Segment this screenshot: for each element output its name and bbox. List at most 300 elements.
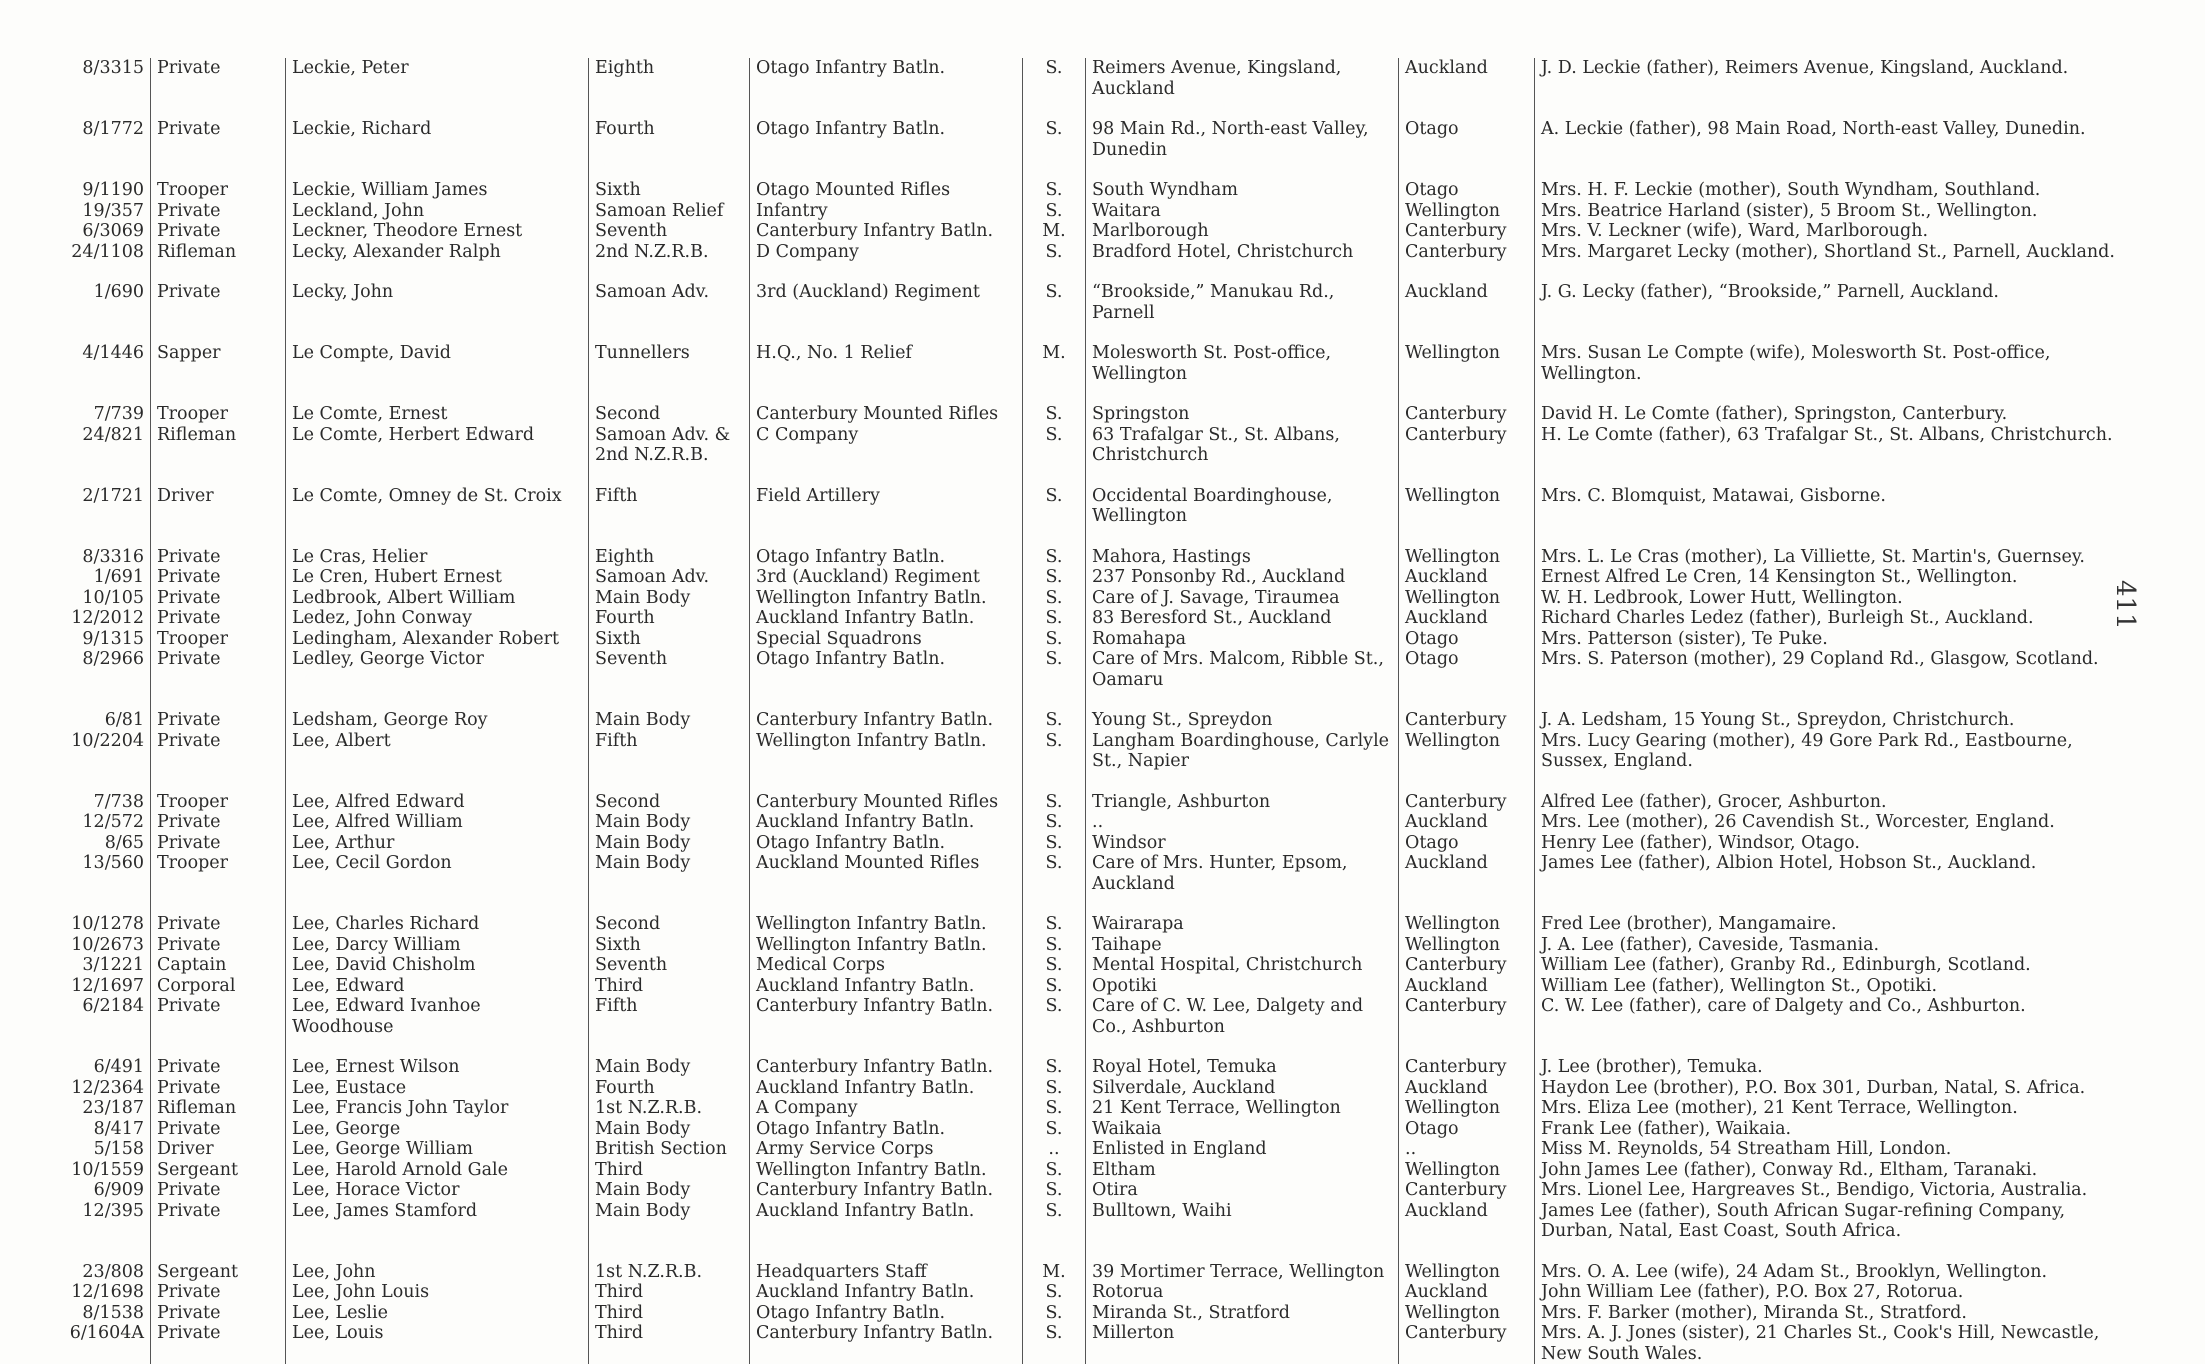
last-address-cell: Mental Hospital, Christchurch [1086,955,1399,976]
draft-cell: Seventh [589,649,750,690]
next-of-kin-cell: William Lee (father), Granby Rd., Edinburgh, Scotland. [1535,955,2136,976]
unit-cell: Infantry [750,201,1023,222]
draft-cell: Third [589,976,750,997]
draft-cell: Main Body [589,812,750,833]
table-row [58,1160,2135,1181]
draft-cell: Main Body [589,1201,750,1242]
regimental-number-cell: 7/738 [93,791,144,812]
last-address-cell: Eltham [1086,1160,1399,1181]
marital-status-cell: S. [1023,160,1086,201]
unit-cell: Auckland Infantry Batln. [750,976,1023,997]
table-row [58,160,2135,201]
rank-cell: Private [151,996,286,1037]
marital-status-cell: S. [1023,466,1086,527]
soldier-name-cell: Lee, Horace Victor [286,1180,589,1201]
draft-cell: Samoan Relief [589,201,750,222]
regimental-number-cell: 8/417 [93,1118,144,1139]
draft-cell: Second [589,384,750,425]
district-cell: Auckland [1399,976,1535,997]
district-cell: Canterbury [1399,1323,1535,1364]
draft-cell: Samoan Adv. [589,567,750,588]
marital-status-cell: S. [1023,242,1086,263]
district-cell: Auckland [1399,608,1535,629]
last-address-cell: Molesworth St. Post-office, Wellington [1086,323,1399,384]
next-of-kin-cell: Haydon Lee (brother), P.O. Box 301, Durban, Natal, S. Africa. [1535,1078,2136,1099]
table-row [58,466,2135,527]
rank-cell: Private [151,1323,286,1364]
next-of-kin-cell: David H. Le Comte (father), Springston, Canterbury. [1535,384,2136,425]
unit-cell: Field Artillery [750,466,1023,527]
soldier-name-cell: Lee, Louis [286,1323,589,1364]
regimental-number-cell: 10/105 [82,587,144,608]
soldier-name-cell: Lee, George William [286,1139,589,1160]
rank-cell: Private [151,1078,286,1099]
table-row [58,772,2135,813]
next-of-kin-cell: Frank Lee (father), Waikaia. [1535,1119,2136,1140]
rank-cell: Private [151,262,286,323]
soldier-name-cell: Leckie, William James [286,160,589,201]
unit-cell: Wellington Infantry Batln. [750,588,1023,609]
district-cell: Canterbury [1399,1180,1535,1201]
marital-status-cell: S. [1023,996,1086,1037]
district-cell: Canterbury [1399,242,1535,263]
soldier-name-cell: Lee, Edward [286,976,589,997]
next-of-kin-cell: Mrs. S. Paterson (mother), 29 Copland Rd., Glasgow, Scotland. [1535,649,2136,690]
marital-status-cell: S. [1023,812,1086,833]
table-row [58,976,2135,997]
table-row [58,812,2135,833]
table-row [58,1201,2135,1242]
regimental-number-cell: 19/357 [82,200,144,221]
table-row [58,1180,2135,1201]
unit-cell: A Company [750,1098,1023,1119]
district-cell: Auckland [1399,853,1535,894]
marital-status-cell: S. [1023,1078,1086,1099]
table-row [58,1078,2135,1099]
soldier-name-cell: Lecky, John [286,262,589,323]
table-row [58,1037,2135,1078]
rank-cell: Captain [151,955,286,976]
rank-cell: Corporal [151,976,286,997]
table-row [58,996,2135,1037]
draft-cell: Main Body [589,690,750,731]
regimental-number-cell: 12/572 [82,812,144,832]
last-address-cell: Bradford Hotel, Christchurch [1086,242,1399,263]
table-row [58,58,2135,99]
rank-cell: Sergeant [151,1242,286,1283]
last-address-cell: 21 Kent Terrace, Wellington [1086,1098,1399,1119]
rank-cell: Trooper [151,160,286,201]
unit-cell: Wellington Infantry Batln. [750,935,1023,956]
unit-cell: Auckland Infantry Batln. [750,1201,1023,1242]
draft-cell: British Section [589,1139,750,1160]
table-row [58,242,2135,263]
unit-cell: Headquarters Staff [750,1242,1023,1283]
draft-cell: Third [589,1323,750,1364]
soldier-name-cell: Lee, Alfred William [286,812,589,833]
draft-cell: Main Body [589,1119,750,1140]
next-of-kin-cell: Mrs. Patterson (sister), Te Puke. [1535,629,2136,650]
draft-cell: Fifth [589,466,750,527]
draft-cell: Main Body [589,1037,750,1078]
district-cell: Wellington [1399,527,1535,568]
marital-status-cell: S. [1023,690,1086,731]
district-cell: Canterbury [1399,384,1535,425]
last-address-cell: Taihape [1086,935,1399,956]
last-address-cell: Care of J. Savage, Tiraumea [1086,588,1399,609]
next-of-kin-cell: A. Leckie (father), 98 Main Road, North-east Valley, Dunedin. [1535,99,2136,160]
next-of-kin-cell: Alfred Lee (father), Grocer, Ashburton. [1535,772,2136,813]
soldier-name-cell: Lee, Harold Arnold Gale [286,1160,589,1181]
last-address-cell: Silverdale, Auckland [1086,1078,1399,1099]
rank-cell: Trooper [151,629,286,650]
district-cell: Canterbury [1399,690,1535,731]
marital-status-cell: S. [1023,1037,1086,1078]
district-cell: Wellington [1399,731,1535,772]
next-of-kin-cell: Mrs. Susan Le Compte (wife), Molesworth St. Post-office, Wellington. [1535,323,2136,384]
regimental-number-cell: 24/1108 [71,241,144,262]
next-of-kin-cell: J. Lee (brother), Temuka. [1535,1037,2136,1078]
next-of-kin-cell: Mrs. A. J. Jones (sister), 21 Charles St., Cook's Hill, Newcastle, New South Wales. [1535,1323,2136,1364]
next-of-kin-cell: Mrs. C. Blomquist, Matawai, Gisborne. [1535,466,2136,527]
next-of-kin-cell: Ernest Alfred Le Cren, 14 Kensington St., Wellington. [1535,567,2136,588]
next-of-kin-cell: Richard Charles Ledez (father), Burleigh St., Auckland. [1535,608,2136,629]
draft-cell: Second [589,772,750,813]
rank-cell: Trooper [151,384,286,425]
regimental-number-cell: 23/808 [82,1261,144,1282]
district-cell: Wellington [1399,466,1535,527]
marital-status-cell: S. [1023,1160,1086,1181]
draft-cell: Sixth [589,629,750,650]
table-row [58,527,2135,568]
draft-cell: Main Body [589,588,750,609]
unit-cell: Otago Infantry Batln. [750,1119,1023,1140]
next-of-kin-cell: Mrs. O. A. Lee (wife), 24 Adam St., Brooklyn, Wellington. [1535,1242,2136,1283]
regimental-number-cell: 5/158 [93,1139,144,1159]
regimental-number-cell: 8/3316 [82,546,144,567]
unit-cell: Otago Infantry Batln. [750,649,1023,690]
draft-cell: Third [589,1160,750,1181]
soldier-name-cell: Lee, Cecil Gordon [286,853,589,894]
rank-cell: Private [151,527,286,568]
table-row [58,1282,2135,1303]
unit-cell: H.Q., No. 1 Relief [750,323,1023,384]
next-of-kin-cell: Mrs. Lionel Lee, Hargreaves St., Bendigo, Victoria, Australia. [1535,1180,2136,1201]
draft-cell: Sixth [589,160,750,201]
district-cell: Canterbury [1399,996,1535,1037]
draft-cell: Third [589,1303,750,1324]
unit-cell: Canterbury Infantry Batln. [750,1037,1023,1078]
rank-cell: Sapper [151,323,286,384]
next-of-kin-cell: Fred Lee (brother), Mangamaire. [1535,894,2136,935]
marital-status-cell: M. [1023,221,1086,242]
regimental-number-cell: 6/3069 [82,221,144,241]
last-address-cell: Rotorua [1086,1282,1399,1303]
next-of-kin-cell: J. A. Lee (father), Caveside, Tasmania. [1535,935,2136,956]
table-row [58,853,2135,894]
district-cell: Canterbury [1399,772,1535,813]
unit-cell: D Company [750,242,1023,263]
last-address-cell: Miranda St., Stratford [1086,1303,1399,1324]
last-address-cell: Bulltown, Waihi [1086,1201,1399,1242]
next-of-kin-cell: J. A. Ledsham, 15 Young St., Spreydon, Christchurch. [1535,690,2136,731]
district-cell: Otago [1399,629,1535,650]
table-row [58,955,2135,976]
regimental-number-cell: 2/1721 [82,485,144,506]
nominal-roll-table [58,58,2135,1364]
unit-cell: Canterbury Infantry Batln. [750,1323,1023,1364]
last-address-cell: Royal Hotel, Temuka [1086,1037,1399,1078]
rank-cell: Private [151,1180,286,1201]
unit-cell: Medical Corps [750,955,1023,976]
draft-cell: Samoan Adv. [589,262,750,323]
soldier-name-cell: Lecky, Alexander Ralph [286,242,589,263]
rank-cell: Private [151,731,286,772]
rank-cell: Private [151,649,286,690]
regimental-number-cell: 9/1315 [82,628,144,649]
marital-status-cell: S. [1023,1282,1086,1303]
table-row [58,1119,2135,1140]
rank-cell: Rifleman [151,425,286,466]
last-address-cell: Enlisted in England [1086,1139,1399,1160]
next-of-kin-cell: H. Le Comte (father), 63 Trafalgar St., St. Albans, Christchurch. [1535,425,2136,466]
unit-cell: Canterbury Infantry Batln. [750,221,1023,242]
unit-cell: Auckland Infantry Batln. [750,1282,1023,1303]
marital-status-cell: S. [1023,99,1086,160]
soldier-name-cell: Ledbrook, Albert William [286,588,589,609]
draft-cell: Main Body [589,833,750,854]
next-of-kin-cell: Henry Lee (father), Windsor, Otago. [1535,833,2136,854]
soldier-name-cell: Lee, David Chisholm [286,955,589,976]
district-cell: Wellington [1399,1160,1535,1181]
soldier-name-cell: Le Comte, Ernest [286,384,589,425]
unit-cell: Canterbury Mounted Rifles [750,384,1023,425]
district-cell: Auckland [1399,262,1535,323]
soldier-name-cell: Lee, Francis John Taylor [286,1098,589,1119]
soldier-name-cell: Lee, Edward Ivanhoe Woodhouse [286,996,589,1037]
soldier-name-cell: Le Comte, Herbert Edward [286,425,589,466]
last-address-cell: Marlborough [1086,221,1399,242]
next-of-kin-cell: Mrs. Eliza Lee (mother), 21 Kent Terrace, Wellington. [1535,1098,2136,1119]
regimental-number-cell: 1/690 [93,282,144,302]
soldier-name-cell: Leckner, Theodore Ernest [286,221,589,242]
soldier-name-cell: Le Comte, Omney de St. Croix [286,466,589,527]
soldier-name-cell: Le Cras, Helier [286,527,589,568]
table-row [58,1098,2135,1119]
unit-cell: Otago Infantry Batln. [750,527,1023,568]
regimental-number-cell: 10/1278 [71,914,144,934]
marital-status-cell: S. [1023,1119,1086,1140]
unit-cell: Wellington Infantry Batln. [750,731,1023,772]
soldier-name-cell: Ledez, John Conway [286,608,589,629]
last-address-cell: 39 Mortimer Terrace, Wellington [1086,1242,1399,1283]
draft-cell: Third [589,1282,750,1303]
regimental-number-cell: 6/909 [93,1180,144,1200]
regimental-number-cell: 4/1446 [82,343,144,363]
table-row [58,731,2135,772]
table-row [58,629,2135,650]
soldier-name-cell: Lee, Albert [286,731,589,772]
table-row [58,690,2135,731]
draft-cell: Eighth [589,527,750,568]
district-cell: Auckland [1399,1078,1535,1099]
unit-cell: Otago Infantry Batln. [750,1303,1023,1324]
next-of-kin-cell: Mrs. Margaret Lecky (mother), Shortland St., Parnell, Auckland. [1535,242,2136,263]
unit-cell: 3rd (Auckland) Regiment [750,567,1023,588]
next-of-kin-cell: James Lee (father), South African Sugar-refining Company, Durban, Natal, East Coast, South Africa. [1535,1201,2136,1242]
draft-cell: Seventh [589,221,750,242]
table-row [58,262,2135,323]
regimental-number-cell: 1/691 [93,567,144,587]
last-address-cell: Care of Mrs. Hunter, Epsom, Auckland [1086,853,1399,894]
soldier-name-cell: Ledsham, George Roy [286,690,589,731]
last-address-cell: “Brookside,” Manukau Rd., Parnell [1086,262,1399,323]
rank-cell: Private [151,1201,286,1242]
district-cell: Canterbury [1399,955,1535,976]
regimental-number-cell: 12/2012 [71,608,144,628]
table-row [58,649,2135,690]
unit-cell: Canterbury Infantry Batln. [750,996,1023,1037]
next-of-kin-cell: Mrs. H. F. Leckie (mother), South Wyndham, Southland. [1535,160,2136,201]
district-cell: Canterbury [1399,425,1535,466]
soldier-name-cell: Lee, Charles Richard [286,894,589,935]
soldier-name-cell: Lee, Leslie [286,1303,589,1324]
regimental-number-cell: 23/187 [82,1098,144,1118]
soldier-name-cell: Leckland, John [286,201,589,222]
page-number: 411 [2110,580,2140,630]
soldier-name-cell: Lee, George [286,1119,589,1140]
marital-status-cell: S. [1023,567,1086,588]
marital-status-cell: S. [1023,1201,1086,1242]
last-address-cell: Care of Mrs. Malcom, Ribble St., Oamaru [1086,649,1399,690]
table-row [58,567,2135,588]
district-cell: Wellington [1399,201,1535,222]
last-address-cell: Waikaia [1086,1119,1399,1140]
draft-cell: 1st N.Z.R.B. [589,1242,750,1283]
draft-cell: Eighth [589,58,750,99]
regimental-number-cell: 6/81 [104,710,144,730]
unit-cell: Otago Infantry Batln. [750,833,1023,854]
next-of-kin-cell: Mrs. F. Barker (mother), Miranda St., Stratford. [1535,1303,2136,1324]
draft-cell: Seventh [589,955,750,976]
unit-cell: Auckland Infantry Batln. [750,608,1023,629]
table-row [58,1323,2135,1364]
regimental-number-cell: 8/2966 [82,649,144,669]
table-row [58,1242,2135,1283]
roll-body [58,58,2135,1364]
marital-status-cell: S. [1023,976,1086,997]
regimental-number-cell: 8/65 [104,832,144,853]
marital-status-cell: S. [1023,1303,1086,1324]
table-row [58,894,2135,935]
last-address-cell: Young St., Spreydon [1086,690,1399,731]
next-of-kin-cell: John William Lee (father), P.O. Box 27, Rotorua. [1535,1282,2136,1303]
rank-cell: Private [151,588,286,609]
rank-cell: Rifleman [151,1098,286,1119]
next-of-kin-cell: Mrs. V. Leckner (wife), Ward, Marlborough. [1535,221,2136,242]
next-of-kin-cell: Miss M. Reynolds, 54 Streatham Hill, London. [1535,1139,2136,1160]
table-row [58,833,2135,854]
district-cell: Canterbury [1399,221,1535,242]
last-address-cell: 83 Beresford St., Auckland [1086,608,1399,629]
rank-cell: Private [151,1282,286,1303]
rank-cell: Trooper [151,772,286,813]
unit-cell: Auckland Mounted Rifles [750,853,1023,894]
district-cell: Auckland [1399,1201,1535,1242]
rank-cell: Private [151,833,286,854]
marital-status-cell: M. [1023,1242,1086,1283]
unit-cell: Auckland Infantry Batln. [750,1078,1023,1099]
soldier-name-cell: Le Compte, David [286,323,589,384]
district-cell: Wellington [1399,323,1535,384]
last-address-cell: Waitara [1086,201,1399,222]
rank-cell: Private [151,201,286,222]
draft-cell: 1st N.Z.R.B. [589,1098,750,1119]
district-cell: .. [1399,1139,1535,1160]
regimental-number-cell: 6/1604A [69,1323,144,1343]
last-address-cell: Occidental Boardinghouse, Wellington [1086,466,1399,527]
soldier-name-cell: Le Cren, Hubert Ernest [286,567,589,588]
district-cell: Otago [1399,833,1535,854]
draft-cell: Main Body [589,1180,750,1201]
district-cell: Auckland [1399,567,1535,588]
regimental-number-cell: 12/2364 [71,1077,144,1098]
regimental-number-cell: 8/1772 [82,119,144,139]
regimental-number-cell: 7/739 [93,404,144,424]
marital-status-cell: S. [1023,425,1086,466]
next-of-kin-cell: Mrs. Lee (mother), 26 Cavendish St., Worcester, England. [1535,812,2136,833]
table-row [58,221,2135,242]
soldier-name-cell: Lee, John [286,1242,589,1283]
district-cell: Otago [1399,649,1535,690]
last-address-cell: 98 Main Rd., North-east Valley, Dunedin [1086,99,1399,160]
marital-status-cell: S. [1023,894,1086,935]
marital-status-cell: S. [1023,955,1086,976]
last-address-cell: 237 Ponsonby Rd., Auckland [1086,567,1399,588]
last-address-cell: Opotiki [1086,976,1399,997]
regimental-number-cell: 10/2204 [71,730,144,751]
last-address-cell: Wairarapa [1086,894,1399,935]
district-cell: Auckland [1399,58,1535,99]
draft-cell: 2nd N.Z.R.B. [589,242,750,263]
rank-cell: Private [151,690,286,731]
district-cell: Otago [1399,99,1535,160]
next-of-kin-cell: W. H. Ledbrook, Lower Hutt, Wellington. [1535,588,2136,609]
marital-status-cell: .. [1023,1139,1086,1160]
unit-cell: 3rd (Auckland) Regiment [750,262,1023,323]
unit-cell: Otago Mounted Rifles [750,160,1023,201]
marital-status-cell: S. [1023,608,1086,629]
district-cell: Wellington [1399,935,1535,956]
table-row [58,935,2135,956]
rank-cell: Sergeant [151,1160,286,1181]
next-of-kin-cell: John James Lee (father), Conway Rd., Eltham, Taranaki. [1535,1160,2136,1181]
rank-cell: Private [151,935,286,956]
unit-cell: Otago Infantry Batln. [750,99,1023,160]
district-cell: Auckland [1399,1282,1535,1303]
soldier-name-cell: Lee, Darcy William [286,935,589,956]
marital-status-cell: S. [1023,629,1086,650]
soldier-name-cell: Lee, Arthur [286,833,589,854]
table-row [58,201,2135,222]
marital-status-cell: S. [1023,588,1086,609]
unit-cell: Auckland Infantry Batln. [750,812,1023,833]
table-row [58,1303,2135,1324]
rank-cell: Private [151,894,286,935]
last-address-cell: Triangle, Ashburton [1086,772,1399,813]
draft-cell: Fifth [589,996,750,1037]
last-address-cell: Romahapa [1086,629,1399,650]
